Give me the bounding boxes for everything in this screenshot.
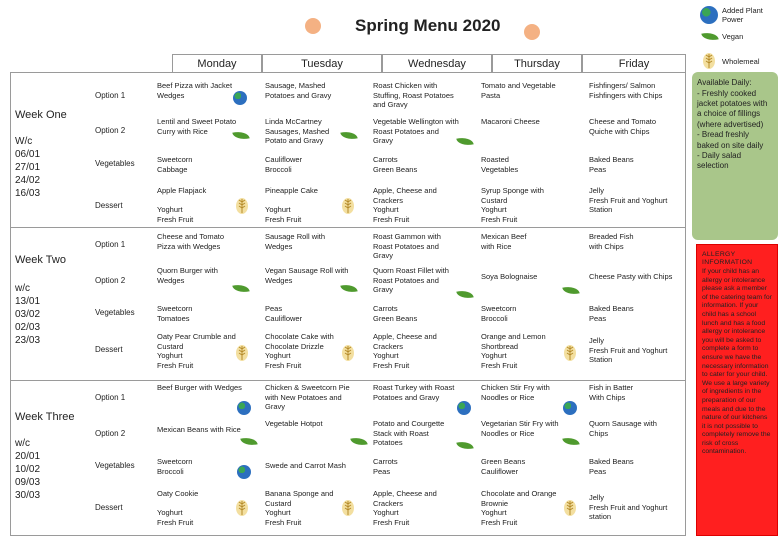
- row-label-option-1: Option 1: [95, 393, 126, 402]
- week-dates: [15, 437, 40, 502]
- menu-cell: Vegetarian Stir Fry with Noodles or Rice: [481, 419, 559, 438]
- week-one-block: [11, 73, 685, 228]
- title-decoration-dot: [305, 18, 321, 34]
- menu-cell: Cheese and Tomato Pizza with Wedges: [157, 232, 224, 251]
- week-date: 13/01: [15, 296, 41, 307]
- menu-cell: Tomato and Vegetable Pasta: [481, 81, 556, 100]
- week-date: 10/02: [15, 464, 41, 475]
- week-date: 16/03: [15, 188, 41, 199]
- globe-icon: [237, 401, 251, 415]
- menu-cell: Sweetcorn Broccoli: [157, 457, 193, 476]
- menu-cell: Chocolate and Orange Brownie Yoghurt Fresh Fruit: [481, 489, 557, 527]
- wheat-icon: [235, 499, 249, 517]
- week-dates: [15, 135, 40, 200]
- allergy-body: If your child has an allergy or intolerance please ask a member of the catering team for information. If your child has a school lunch and has a food allergy or intolerance you will be asked to complete a form to ensure we have the necessary information to cater for your child. We use a large variety of ingredients in the preparation of our meals and due to the nature of our kitchens it is not possible to completely remove the risk of cross contamination.: [702, 268, 772, 456]
- wheat-icon: [702, 52, 716, 70]
- legend-wholemeal-label: Wholemeal: [722, 56, 760, 66]
- menu-cell: Quorn Sausage with Chips: [589, 419, 657, 438]
- day-header-friday: Friday: [582, 54, 686, 72]
- row-label-dessert: Dessert: [95, 201, 123, 210]
- day-header-monday: Monday: [172, 54, 262, 72]
- week-date: 02/03: [15, 322, 41, 333]
- menu-cell: Sausage, Mashed Potatoes and Gravy: [265, 81, 332, 100]
- week-date: 23/03: [15, 335, 41, 346]
- menu-cell: Linda McCartney Sausages, Mashed Potato and Gravy: [265, 117, 330, 145]
- week-date: W/c: [15, 136, 33, 147]
- day-header-tuesday: Tuesday: [262, 54, 382, 72]
- row-label-vegetables: Vegetables: [95, 461, 135, 470]
- menu-cell: Roast Gammon with Roast Potatoes and Gravy: [373, 232, 441, 260]
- menu-cell: Jelly Fresh Fruit and Yoghurt Station: [589, 336, 668, 364]
- leaf-icon: [350, 435, 368, 447]
- menu-cell: Apple Flapjack Yoghurt Fresh Fruit: [157, 186, 207, 224]
- menu-cell: Sweetcorn Tomatoes: [157, 304, 193, 323]
- menu-grid: [10, 72, 686, 536]
- menu-cell: Roasted Vegetables: [481, 155, 519, 174]
- globe-icon: [700, 6, 718, 24]
- menu-cell: Cheese Pasty with Chips: [589, 272, 673, 281]
- menu-cell: Syrup Sponge with Custard Yoghurt Fresh Fruit: [481, 186, 544, 224]
- week-date: 06/01: [15, 149, 41, 160]
- day-header-thursday: Thursday: [492, 54, 582, 72]
- menu-cell: Chicken Stir Fry with Noodles or Rice: [481, 383, 550, 402]
- menu-cell: Quorn Roast Fillet with Roast Potatoes and Gravy: [373, 266, 449, 294]
- week-date: 30/03: [15, 490, 41, 501]
- week-date: w/c: [15, 283, 30, 294]
- menu-cell: Jelly Fresh Fruit and Yoghurt Station: [589, 186, 668, 214]
- row-label-dessert: Dessert: [95, 345, 123, 354]
- legend-plant-power: [700, 6, 770, 24]
- wheat-icon: [563, 344, 577, 362]
- menu-cell: Vegetable Wellington with Roast Potatoes and Gravy: [373, 117, 459, 145]
- row-label-option-2: Option 2: [95, 126, 126, 135]
- wheat-icon: [235, 344, 249, 362]
- week-date: 09/03: [15, 477, 41, 488]
- leaf-icon: [701, 30, 719, 42]
- allergy-information-box: [696, 244, 778, 536]
- icon-legend: [700, 0, 780, 72]
- leaf-icon: [562, 284, 580, 296]
- row-label-option-2: Option 2: [95, 429, 126, 438]
- week-date: 27/01: [15, 162, 41, 173]
- menu-cell: Pineapple Cake Yoghurt Fresh Fruit: [265, 186, 318, 224]
- row-label-dessert: Dessert: [95, 503, 123, 512]
- menu-cell: Carrots Peas: [373, 457, 398, 476]
- menu-cell: Fishfingers/ Salmon Fishfingers with Chips: [589, 81, 663, 100]
- menu-cell: Chicken & Sweetcorn Pie with New Potatoes and Gravy: [265, 383, 350, 411]
- row-label-option-1: Option 1: [95, 240, 126, 249]
- wheat-icon: [341, 344, 355, 362]
- wheat-icon: [341, 197, 355, 215]
- menu-cell: Vegan Sausage Roll with Wedges: [265, 266, 349, 285]
- week-name: Week One: [15, 109, 67, 121]
- menu-cell: Sweetcorn Cabbage: [157, 155, 193, 174]
- menu-cell: Baked Beans Peas: [589, 457, 634, 476]
- menu-cell: Potato and Courgette Stack with Roast Potatoes: [373, 419, 445, 447]
- info-heading: Available Daily:: [697, 78, 752, 87]
- row-label-option-1: Option 1: [95, 91, 126, 100]
- row-label-vegetables: Vegetables: [95, 159, 135, 168]
- menu-cell: Beef Pizza with Jacket Wedges: [157, 81, 233, 100]
- week-date: 03/02: [15, 309, 41, 320]
- menu-cell: Cheese and Tomato Quiche with Chips: [589, 117, 656, 136]
- menu-cell: Swede and Carrot Mash: [265, 461, 346, 470]
- menu-cell: Carrots Green Beans: [373, 304, 418, 323]
- menu-cell: Baked Beans Peas: [589, 155, 634, 174]
- title-decoration-dot: [524, 24, 540, 40]
- menu-cell: Mexican Beans with Rice: [157, 425, 241, 434]
- wheat-icon: [341, 499, 355, 517]
- week-date: w/c: [15, 438, 30, 449]
- menu-cell: Fish in Batter With Chips: [589, 383, 634, 402]
- menu-cell: Apple, Cheese and Crackers Yoghurt Fresh Fruit: [373, 186, 437, 224]
- menu-cell: Roast Chicken with Stuffing, Roast Potatoes and Gravy: [373, 81, 454, 109]
- menu-cell: Apple, Cheese and Crackers Yoghurt Fresh Fruit: [373, 332, 437, 370]
- available-daily-box: [692, 72, 778, 240]
- menu-cell: Orange and Lemon Shortbread Yoghurt Fresh Fruit: [481, 332, 546, 370]
- wheat-icon: [235, 197, 249, 215]
- menu-cell: Oaty Pear Crumble and Custard Yoghurt Fresh Fruit: [157, 332, 236, 370]
- menu-cell: Cauliflower Broccoli: [265, 155, 303, 174]
- menu-cell: Carrots Green Beans: [373, 155, 418, 174]
- menu-cell: Green Beans Cauliflower: [481, 457, 526, 476]
- week-dates: [15, 282, 40, 347]
- menu-cell: Beef Burger with Wedges: [157, 383, 242, 392]
- menu-cell: Oaty Cookie Yoghurt Fresh Fruit: [157, 489, 199, 527]
- menu-cell: Sweetcorn Broccoli: [481, 304, 517, 323]
- globe-icon: [237, 465, 251, 479]
- leaf-icon: [240, 435, 258, 447]
- globe-icon: [457, 401, 471, 415]
- week-three-block: [11, 381, 685, 535]
- week-date: 20/01: [15, 451, 41, 462]
- week-two-block: [11, 228, 685, 381]
- menu-cell: Lentil and Sweet Potato Curry with Rice: [157, 117, 237, 136]
- week-name: Week Three: [15, 411, 75, 423]
- menu-cell: Banana Sponge and Custard Yoghurt Fresh Fruit: [265, 489, 334, 527]
- menu-cell: Peas Cauliflower: [265, 304, 303, 323]
- wheat-icon: [563, 499, 577, 517]
- menu-cell: Breaded Fish with Chips: [589, 232, 634, 251]
- page-title: Spring Menu 2020: [355, 16, 501, 35]
- menu-cell: Mexican Beef with Rice: [481, 232, 527, 251]
- menu-cell: Chocolate Cake with Chocolate Drizzle Yoghurt Fresh Fruit: [265, 332, 334, 370]
- allergy-title: ALLERGY INFORMATION: [702, 251, 753, 266]
- menu-cell: Apple, Cheese and Crackers Yoghurt Fresh Fruit: [373, 489, 437, 527]
- menu-cell: Roast Turkey with Roast Potatoes and Gravy: [373, 383, 455, 402]
- globe-icon: [233, 91, 247, 105]
- menu-cell: Jelly Fresh Fruit and Yoghurt station: [589, 493, 668, 521]
- row-label-vegetables: Vegetables: [95, 308, 135, 317]
- legend-wholemeal: [702, 52, 760, 70]
- legend-plant-power-label: Added Plant Power: [722, 6, 763, 24]
- row-label-option-2: Option 2: [95, 276, 126, 285]
- menu-cell: Soya Bolognaise: [481, 272, 538, 281]
- menu-cell: Quorn Burger with Wedges: [157, 266, 218, 285]
- week-name: Week Two: [15, 254, 66, 266]
- globe-icon: [563, 401, 577, 415]
- menu-cell: Macaroni Cheese: [481, 117, 540, 126]
- week-date: 24/02: [15, 175, 41, 186]
- menu-cell: Vegetable Hotpot: [265, 419, 323, 428]
- menu-cell: Sausage Roll with Wedges: [265, 232, 326, 251]
- day-header-wednesday: Wednesday: [382, 54, 492, 72]
- info-body: - Freshly cooked jacket potatoes with a choice of fillings (where advertised) - Bread freshly baked on site daily - Daily salad selection: [697, 88, 768, 171]
- legend-vegan-label: Vegan: [722, 32, 744, 41]
- legend-vegan: [702, 32, 743, 41]
- menu-cell: Baked Beans Peas: [589, 304, 634, 323]
